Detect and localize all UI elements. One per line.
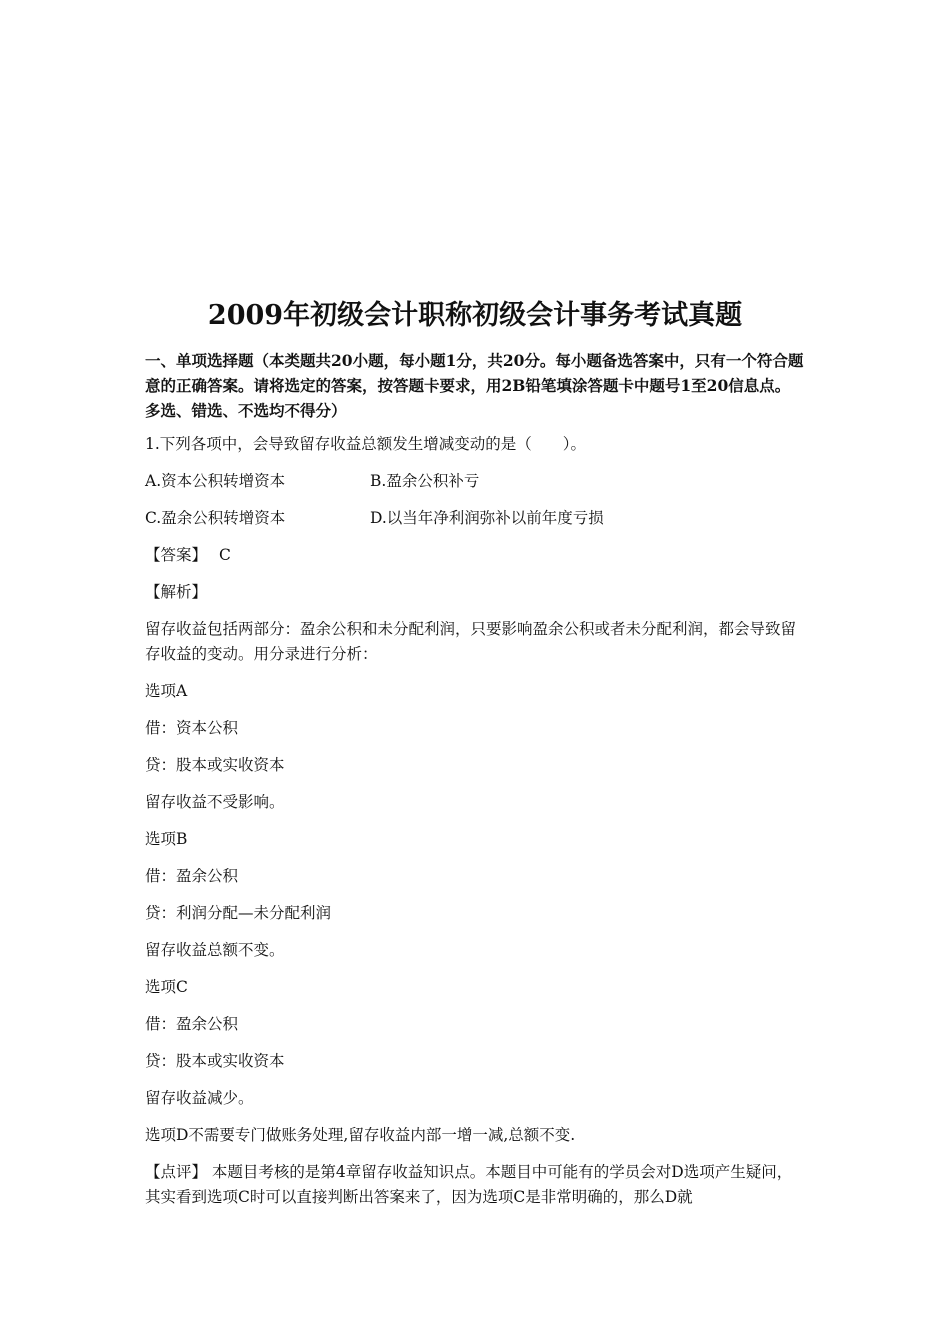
comment-paragraph: 【点评】 本题目考核的是第4章留存收益知识点。本题目中可能有的学员会对D选项产生疑问，其实看到选项C时可以直接判断出答案来了，因为选项C是非常明确的，那么D就 [145,1163,793,1206]
section-heading: 一、单项选择题（本类题共20小题，每小题1分，共20分。每小题备选答案中，只有一个符合题意的正确答案。请将选定的答案，按答题卡要求，用2B铅笔填涂答题卡中题号1至20信息点。多选、错选、不选均不得分） [145,351,804,420]
options-row-2 [145,506,805,531]
option-b-result: 留存收益总额不变。 [145,941,285,959]
option-d-note: 选项D不需要专门做账务处理,留存收益内部一增一减,总额不变. [145,1126,576,1144]
answer-label: 【答案】 [145,546,208,564]
option-a-debit: 借：资本公积 [145,719,239,737]
option-c-result: 留存收益减少。 [145,1089,254,1107]
analysis-label: 【解析】 [145,583,208,601]
question-text: 1.下列各项中，会导致留存收益总额发生增减变动的是（ ）。 [145,435,587,453]
option-c: C.盈余公积转增资本 [145,509,286,527]
answer-line [145,543,805,568]
option-a: A.资本公积转增资本 [145,472,286,490]
option-a-result: 留存收益不受影响。 [145,793,285,811]
analysis-intro: 留存收益包括两部分：盈余公积和未分配利润，只要影响盈余公积或者未分配利润，都会导致留存收益的变动。用分录进行分析： [145,620,797,663]
option-a-title: 选项A [145,682,188,700]
option-b-debit: 借：盈余公积 [145,867,239,885]
options-row-1 [145,469,805,494]
option-d: D.以当年净利润弥补以前年度亏损 [370,509,604,527]
document-title: 2009年初级会计职称初级会计事务考试真题 [207,300,743,331]
option-b-title: 选项B [145,830,188,848]
answer-value: C [219,546,231,564]
option-c-credit: 贷：股本或实收资本 [145,1052,285,1070]
option-a-credit: 贷：股本或实收资本 [145,756,285,774]
option-c-debit: 借：盈余公积 [145,1015,239,1033]
option-b: B.盈余公积补亏 [370,472,480,490]
option-c-title: 选项C [145,978,188,996]
option-b-credit: 贷：利润分配—未分配利润 [145,904,332,922]
document-body [145,348,805,1222]
